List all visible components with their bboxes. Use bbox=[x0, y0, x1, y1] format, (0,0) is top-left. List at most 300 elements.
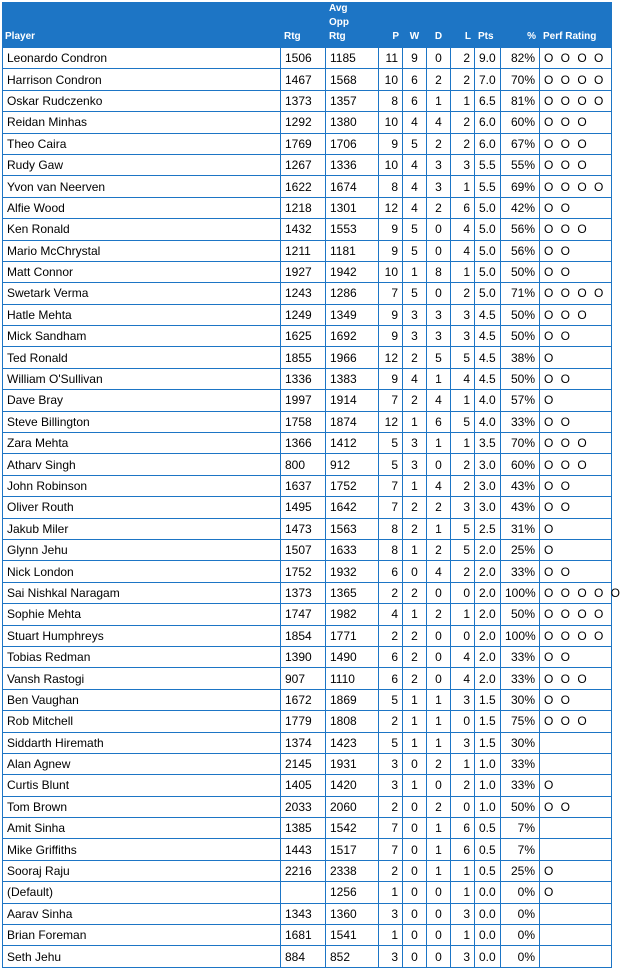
player-cell: Mike Griffiths bbox=[2, 839, 281, 860]
player-cell: Jakub Miler bbox=[2, 519, 281, 540]
won-cell: 1 bbox=[403, 262, 427, 283]
lost-cell: 2 bbox=[451, 454, 475, 475]
points-cell: 5.0 bbox=[475, 219, 501, 240]
player-cell: Ted Ronald bbox=[2, 347, 281, 368]
rating-cell: 1218 bbox=[281, 198, 326, 219]
player-cell: Tom Brown bbox=[2, 797, 281, 818]
percent-cell: 7% bbox=[501, 839, 540, 860]
rating-cell: 2145 bbox=[281, 754, 326, 775]
points-cell: 5.5 bbox=[475, 155, 501, 176]
rating-cell: 1373 bbox=[281, 583, 326, 604]
played-cell: 8 bbox=[379, 540, 403, 561]
avg-opp-rating-cell: 1542 bbox=[326, 818, 379, 839]
points-cell: 1.0 bbox=[475, 797, 501, 818]
played-cell: 9 bbox=[379, 305, 403, 326]
player-cell: William O'Sullivan bbox=[2, 369, 281, 390]
lost-cell: 4 bbox=[451, 668, 475, 689]
drawn-cell: 0 bbox=[427, 241, 451, 262]
header-won[interactable]: W bbox=[403, 2, 427, 48]
perf-rating-cell: O O O O bbox=[540, 626, 612, 647]
won-cell: 1 bbox=[403, 476, 427, 497]
table-row bbox=[2, 176, 612, 197]
percent-cell: 60% bbox=[501, 112, 540, 133]
lost-cell: 4 bbox=[451, 647, 475, 668]
perf-rating-cell: O O bbox=[540, 497, 612, 518]
lost-cell: 3 bbox=[451, 690, 475, 711]
won-cell: 2 bbox=[403, 497, 427, 518]
played-cell: 10 bbox=[379, 112, 403, 133]
drawn-cell: 4 bbox=[427, 476, 451, 497]
header-percent[interactable]: % bbox=[501, 2, 540, 48]
avg-opp-rating-cell: 1553 bbox=[326, 219, 379, 240]
won-cell: 0 bbox=[403, 925, 427, 946]
lost-cell: 2 bbox=[451, 476, 475, 497]
header-drawn[interactable]: D bbox=[427, 2, 451, 48]
lost-cell: 3 bbox=[451, 326, 475, 347]
points-cell: 3.0 bbox=[475, 497, 501, 518]
percent-cell: 50% bbox=[501, 369, 540, 390]
perf-rating-cell: O bbox=[540, 775, 612, 796]
played-cell: 11 bbox=[379, 48, 403, 69]
won-cell: 2 bbox=[403, 390, 427, 411]
table-row bbox=[2, 497, 612, 518]
played-cell: 3 bbox=[379, 754, 403, 775]
lost-cell: 2 bbox=[451, 134, 475, 155]
played-cell: 9 bbox=[379, 219, 403, 240]
points-cell: 5.0 bbox=[475, 283, 501, 304]
points-cell: 6.0 bbox=[475, 134, 501, 155]
drawn-cell: 0 bbox=[427, 668, 451, 689]
avg-opp-rating-cell: 1301 bbox=[326, 198, 379, 219]
percent-cell: 57% bbox=[501, 390, 540, 411]
percent-cell: 67% bbox=[501, 134, 540, 155]
table-row bbox=[2, 839, 612, 860]
played-cell: 7 bbox=[379, 497, 403, 518]
drawn-cell: 2 bbox=[427, 540, 451, 561]
points-cell: 0.5 bbox=[475, 818, 501, 839]
perf-rating-cell: O O O bbox=[540, 134, 612, 155]
won-cell: 4 bbox=[403, 155, 427, 176]
points-cell: 0.0 bbox=[475, 904, 501, 925]
percent-cell: 69% bbox=[501, 176, 540, 197]
header-perf-rating[interactable]: Perf Rating bbox=[540, 2, 612, 48]
percent-cell: 50% bbox=[501, 604, 540, 625]
played-cell: 9 bbox=[379, 241, 403, 262]
lost-cell: 3 bbox=[451, 305, 475, 326]
avg-opp-rating-cell: 912 bbox=[326, 454, 379, 475]
drawn-cell: 2 bbox=[427, 754, 451, 775]
perf-rating-cell: O O O bbox=[540, 433, 612, 454]
table-row bbox=[2, 690, 612, 711]
won-cell: 1 bbox=[403, 690, 427, 711]
won-cell: 2 bbox=[403, 668, 427, 689]
avg-opp-rating-cell: 1932 bbox=[326, 561, 379, 582]
drawn-cell: 1 bbox=[427, 818, 451, 839]
player-cell: Dave Bray bbox=[2, 390, 281, 411]
perf-rating-cell: O O bbox=[540, 412, 612, 433]
perf-rating-cell: O O O O bbox=[540, 69, 612, 90]
player-cell: Rob Mitchell bbox=[2, 711, 281, 732]
table-row bbox=[2, 818, 612, 839]
avg-opp-rating-cell: 1383 bbox=[326, 369, 379, 390]
drawn-cell: 1 bbox=[427, 711, 451, 732]
won-cell: 4 bbox=[403, 176, 427, 197]
points-cell: 4.0 bbox=[475, 412, 501, 433]
played-cell: 2 bbox=[379, 583, 403, 604]
played-cell: 10 bbox=[379, 155, 403, 176]
header-played[interactable]: P bbox=[379, 2, 403, 48]
player-cell: Sai Nishkal Naragam bbox=[2, 583, 281, 604]
drawn-cell: 3 bbox=[427, 326, 451, 347]
drawn-cell: 1 bbox=[427, 91, 451, 112]
points-cell: 4.0 bbox=[475, 390, 501, 411]
played-cell: 10 bbox=[379, 69, 403, 90]
header-avg-opp-rtg-line3: Rtg bbox=[329, 31, 346, 42]
points-cell: 0.5 bbox=[475, 839, 501, 860]
played-cell: 5 bbox=[379, 733, 403, 754]
rating-cell: 1854 bbox=[281, 626, 326, 647]
player-cell: Amit Sinha bbox=[2, 818, 281, 839]
table-row bbox=[2, 283, 612, 304]
standings-container bbox=[2, 2, 622, 968]
player-cell: Mick Sandham bbox=[2, 326, 281, 347]
points-cell: 2.0 bbox=[475, 604, 501, 625]
perf-rating-cell: O O O bbox=[540, 454, 612, 475]
played-cell: 2 bbox=[379, 711, 403, 732]
lost-cell: 0 bbox=[451, 626, 475, 647]
header-player[interactable]: Player bbox=[2, 2, 281, 48]
rating-cell: 1507 bbox=[281, 540, 326, 561]
player-cell: Vansh Rastogi bbox=[2, 668, 281, 689]
lost-cell: 6 bbox=[451, 839, 475, 860]
player-cell: Ken Ronald bbox=[2, 219, 281, 240]
header-avg-opp-rtg[interactable] bbox=[326, 2, 379, 48]
won-cell: 4 bbox=[403, 369, 427, 390]
won-cell: 4 bbox=[403, 198, 427, 219]
lost-cell: 3 bbox=[451, 946, 475, 967]
avg-opp-rating-cell: 1808 bbox=[326, 711, 379, 732]
drawn-cell: 0 bbox=[427, 48, 451, 69]
rating-cell: 1249 bbox=[281, 305, 326, 326]
lost-cell: 2 bbox=[451, 69, 475, 90]
played-cell: 3 bbox=[379, 904, 403, 925]
drawn-cell: 2 bbox=[427, 497, 451, 518]
points-cell: 0.5 bbox=[475, 861, 501, 882]
won-cell: 1 bbox=[403, 711, 427, 732]
perf-rating-cell bbox=[540, 839, 612, 860]
won-cell: 1 bbox=[403, 540, 427, 561]
header-points[interactable]: Pts bbox=[475, 2, 501, 48]
points-cell: 2.0 bbox=[475, 647, 501, 668]
avg-opp-rating-cell: 1286 bbox=[326, 283, 379, 304]
avg-opp-rating-cell: 1674 bbox=[326, 176, 379, 197]
points-cell: 2.0 bbox=[475, 540, 501, 561]
avg-opp-rating-cell: 1752 bbox=[326, 476, 379, 497]
played-cell: 1 bbox=[379, 925, 403, 946]
rating-cell bbox=[281, 882, 326, 903]
perf-rating-cell: O bbox=[540, 347, 612, 368]
table-row bbox=[2, 647, 612, 668]
avg-opp-rating-cell: 1771 bbox=[326, 626, 379, 647]
drawn-cell: 8 bbox=[427, 262, 451, 283]
perf-rating-cell bbox=[540, 904, 612, 925]
played-cell: 9 bbox=[379, 134, 403, 155]
player-cell: Rudy Gaw bbox=[2, 155, 281, 176]
won-cell: 5 bbox=[403, 219, 427, 240]
drawn-cell: 6 bbox=[427, 412, 451, 433]
rating-cell: 1467 bbox=[281, 69, 326, 90]
drawn-cell: 0 bbox=[427, 583, 451, 604]
percent-cell: 7% bbox=[501, 818, 540, 839]
player-cell: Harrison Condron bbox=[2, 69, 281, 90]
percent-cell: 50% bbox=[501, 326, 540, 347]
header-rtg[interactable]: Rtg bbox=[281, 2, 326, 48]
rating-cell: 1405 bbox=[281, 775, 326, 796]
played-cell: 5 bbox=[379, 433, 403, 454]
table-row bbox=[2, 112, 612, 133]
drawn-cell: 0 bbox=[427, 626, 451, 647]
player-cell: Glynn Jehu bbox=[2, 540, 281, 561]
avg-opp-rating-cell: 1181 bbox=[326, 241, 379, 262]
percent-cell: 100% bbox=[501, 583, 540, 604]
drawn-cell: 3 bbox=[427, 155, 451, 176]
avg-opp-rating-cell: 1336 bbox=[326, 155, 379, 176]
header-row bbox=[2, 2, 612, 48]
table-row bbox=[2, 412, 612, 433]
played-cell: 2 bbox=[379, 861, 403, 882]
won-cell: 5 bbox=[403, 134, 427, 155]
points-cell: 0.0 bbox=[475, 882, 501, 903]
perf-rating-cell bbox=[540, 733, 612, 754]
avg-opp-rating-cell: 1541 bbox=[326, 925, 379, 946]
avg-opp-rating-cell: 1365 bbox=[326, 583, 379, 604]
table-row bbox=[2, 946, 612, 967]
rating-cell: 1758 bbox=[281, 412, 326, 433]
lost-cell: 1 bbox=[451, 604, 475, 625]
lost-cell: 3 bbox=[451, 155, 475, 176]
player-cell: Alfie Wood bbox=[2, 198, 281, 219]
percent-cell: 33% bbox=[501, 412, 540, 433]
player-cell: Nick London bbox=[2, 561, 281, 582]
drawn-cell: 0 bbox=[427, 647, 451, 668]
avg-opp-rating-cell: 1360 bbox=[326, 904, 379, 925]
rating-cell: 2216 bbox=[281, 861, 326, 882]
drawn-cell: 1 bbox=[427, 733, 451, 754]
won-cell: 0 bbox=[403, 754, 427, 775]
table-row bbox=[2, 476, 612, 497]
played-cell: 8 bbox=[379, 91, 403, 112]
table-row bbox=[2, 326, 612, 347]
player-cell: Seth Jehu bbox=[2, 946, 281, 967]
header-avg-opp-rtg-line2: Opp bbox=[329, 17, 349, 28]
points-cell: 9.0 bbox=[475, 48, 501, 69]
perf-rating-cell: O O bbox=[540, 690, 612, 711]
table-row bbox=[2, 754, 612, 775]
percent-cell: 0% bbox=[501, 882, 540, 903]
points-cell: 3.0 bbox=[475, 476, 501, 497]
lost-cell: 1 bbox=[451, 925, 475, 946]
drawn-cell: 3 bbox=[427, 176, 451, 197]
perf-rating-cell: O O bbox=[540, 797, 612, 818]
table-row bbox=[2, 925, 612, 946]
percent-cell: 0% bbox=[501, 904, 540, 925]
table-row bbox=[2, 91, 612, 112]
avg-opp-rating-cell: 1982 bbox=[326, 604, 379, 625]
played-cell: 7 bbox=[379, 283, 403, 304]
won-cell: 5 bbox=[403, 241, 427, 262]
played-cell: 3 bbox=[379, 775, 403, 796]
perf-rating-cell: O O O O bbox=[540, 48, 612, 69]
rating-cell: 1373 bbox=[281, 91, 326, 112]
percent-cell: 25% bbox=[501, 540, 540, 561]
percent-cell: 30% bbox=[501, 733, 540, 754]
percent-cell: 31% bbox=[501, 519, 540, 540]
table-row bbox=[2, 711, 612, 732]
player-cell: Sophie Mehta bbox=[2, 604, 281, 625]
drawn-cell: 0 bbox=[427, 219, 451, 240]
won-cell: 5 bbox=[403, 283, 427, 304]
won-cell: 3 bbox=[403, 326, 427, 347]
perf-rating-cell: O O bbox=[540, 476, 612, 497]
player-cell: John Robinson bbox=[2, 476, 281, 497]
player-cell: Ben Vaughan bbox=[2, 690, 281, 711]
table-row bbox=[2, 668, 612, 689]
drawn-cell: 0 bbox=[427, 882, 451, 903]
avg-opp-rating-cell: 1869 bbox=[326, 690, 379, 711]
won-cell: 3 bbox=[403, 454, 427, 475]
points-cell: 6.0 bbox=[475, 112, 501, 133]
drawn-cell: 0 bbox=[427, 904, 451, 925]
perf-rating-cell: O O O O bbox=[540, 91, 612, 112]
avg-opp-rating-cell: 1568 bbox=[326, 69, 379, 90]
points-cell: 4.5 bbox=[475, 369, 501, 390]
won-cell: 0 bbox=[403, 904, 427, 925]
player-cell: Leonardo Condron bbox=[2, 48, 281, 69]
played-cell: 3 bbox=[379, 946, 403, 967]
perf-rating-cell: O O O O bbox=[540, 176, 612, 197]
points-cell: 3.0 bbox=[475, 454, 501, 475]
percent-cell: 43% bbox=[501, 497, 540, 518]
rating-cell: 800 bbox=[281, 454, 326, 475]
percent-cell: 38% bbox=[501, 347, 540, 368]
played-cell: 5 bbox=[379, 690, 403, 711]
rating-cell: 1292 bbox=[281, 112, 326, 133]
percent-cell: 70% bbox=[501, 69, 540, 90]
rating-cell: 1672 bbox=[281, 690, 326, 711]
percent-cell: 33% bbox=[501, 668, 540, 689]
table-row bbox=[2, 861, 612, 882]
avg-opp-rating-cell: 1185 bbox=[326, 48, 379, 69]
player-cell: Oskar Rudczenko bbox=[2, 91, 281, 112]
player-cell: Siddarth Hiremath bbox=[2, 733, 281, 754]
lost-cell: 2 bbox=[451, 112, 475, 133]
perf-rating-cell: O O bbox=[540, 561, 612, 582]
rating-cell: 1432 bbox=[281, 219, 326, 240]
avg-opp-rating-cell: 1490 bbox=[326, 647, 379, 668]
points-cell: 2.0 bbox=[475, 561, 501, 582]
played-cell: 5 bbox=[379, 454, 403, 475]
rating-cell: 884 bbox=[281, 946, 326, 967]
rating-cell: 1779 bbox=[281, 711, 326, 732]
player-cell: Zara Mehta bbox=[2, 433, 281, 454]
points-cell: 0.0 bbox=[475, 925, 501, 946]
lost-cell: 5 bbox=[451, 540, 475, 561]
header-lost[interactable]: L bbox=[451, 2, 475, 48]
drawn-cell: 1 bbox=[427, 369, 451, 390]
percent-cell: 50% bbox=[501, 262, 540, 283]
avg-opp-rating-cell: 1563 bbox=[326, 519, 379, 540]
table-row bbox=[2, 733, 612, 754]
percent-cell: 50% bbox=[501, 797, 540, 818]
lost-cell: 6 bbox=[451, 818, 475, 839]
player-cell: Swetark Verma bbox=[2, 283, 281, 304]
percent-cell: 81% bbox=[501, 91, 540, 112]
avg-opp-rating-cell: 1633 bbox=[326, 540, 379, 561]
rating-cell: 907 bbox=[281, 668, 326, 689]
points-cell: 2.0 bbox=[475, 668, 501, 689]
lost-cell: 5 bbox=[451, 519, 475, 540]
rating-cell: 1927 bbox=[281, 262, 326, 283]
perf-rating-cell: O O O bbox=[540, 112, 612, 133]
played-cell: 7 bbox=[379, 818, 403, 839]
percent-cell: 100% bbox=[501, 626, 540, 647]
lost-cell: 3 bbox=[451, 904, 475, 925]
percent-cell: 0% bbox=[501, 925, 540, 946]
drawn-cell: 4 bbox=[427, 561, 451, 582]
avg-opp-rating-cell: 1380 bbox=[326, 112, 379, 133]
rating-cell: 1336 bbox=[281, 369, 326, 390]
perf-rating-cell: O bbox=[540, 540, 612, 561]
perf-rating-cell: O O O bbox=[540, 668, 612, 689]
drawn-cell: 4 bbox=[427, 390, 451, 411]
points-cell: 1.0 bbox=[475, 775, 501, 796]
drawn-cell: 2 bbox=[427, 797, 451, 818]
drawn-cell: 4 bbox=[427, 112, 451, 133]
percent-cell: 42% bbox=[501, 198, 540, 219]
played-cell: 6 bbox=[379, 647, 403, 668]
points-cell: 5.0 bbox=[475, 262, 501, 283]
percent-cell: 71% bbox=[501, 283, 540, 304]
played-cell: 1 bbox=[379, 882, 403, 903]
avg-opp-rating-cell: 1692 bbox=[326, 326, 379, 347]
played-cell: 2 bbox=[379, 797, 403, 818]
table-row bbox=[2, 48, 612, 69]
table-row bbox=[2, 347, 612, 368]
perf-rating-cell bbox=[540, 754, 612, 775]
table-row bbox=[2, 433, 612, 454]
table-row bbox=[2, 882, 612, 903]
points-cell: 7.0 bbox=[475, 69, 501, 90]
played-cell: 8 bbox=[379, 176, 403, 197]
player-cell: Yvon van Neerven bbox=[2, 176, 281, 197]
lost-cell: 1 bbox=[451, 91, 475, 112]
table-row bbox=[2, 219, 612, 240]
perf-rating-cell: O bbox=[540, 390, 612, 411]
lost-cell: 2 bbox=[451, 561, 475, 582]
avg-opp-rating-cell: 1412 bbox=[326, 433, 379, 454]
lost-cell: 5 bbox=[451, 412, 475, 433]
won-cell: 6 bbox=[403, 69, 427, 90]
perf-rating-cell: O O O bbox=[540, 305, 612, 326]
percent-cell: 33% bbox=[501, 561, 540, 582]
percent-cell: 70% bbox=[501, 433, 540, 454]
lost-cell: 0 bbox=[451, 583, 475, 604]
lost-cell: 6 bbox=[451, 198, 475, 219]
perf-rating-cell: O O O O bbox=[540, 604, 612, 625]
perf-rating-cell: O O O bbox=[540, 219, 612, 240]
played-cell: 4 bbox=[379, 604, 403, 625]
percent-cell: 33% bbox=[501, 754, 540, 775]
